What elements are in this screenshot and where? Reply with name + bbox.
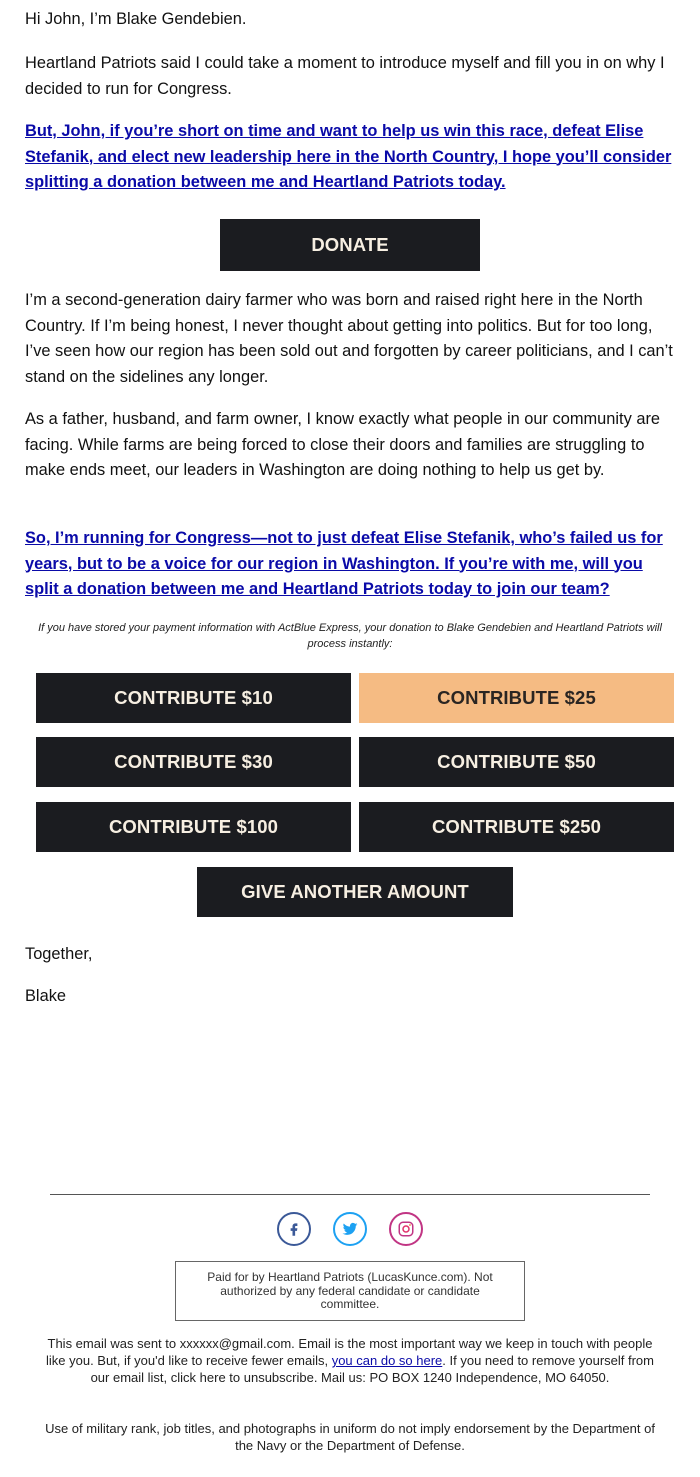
donate-button[interactable]: DONATE: [220, 219, 480, 271]
split-donation-link-2[interactable]: So, I’m running for Congress—not to just defeat Elise Stefanik, who’s failed us for years, but to be a voice for our region in Washington. If you’re with me, will you split a donation between me and Heartland Patriots today to join our team?: [25, 529, 663, 598]
farmer-paragraph: I’m a second-generation dairy farmer who was born and raised right here in the North Country. If I’m being honest, I never thought about getting into politics. But for too long, I’ve seen how our region has been sold out and forgotten by career politicians, and I can’t stand on the sidelines any longer.: [25, 291, 673, 386]
actblue-express-note: If you have stored your payment information with ActBlue Express, your donation to Blake Gendebien and Heartland Patriots will process instantly:: [38, 622, 662, 650]
twitter-icon[interactable]: [333, 1212, 367, 1246]
greeting: Hi John, I’m Blake Gendebien.: [25, 10, 247, 28]
recipient-email: xxxxxx@gmail.com: [179, 1336, 292, 1351]
military-disclaimer: Use of military rank, job titles, and photographs in uniform do not imply endorsement by the Department of the Navy or the Department of Defense.: [45, 1421, 655, 1453]
contribute-250-button[interactable]: CONTRIBUTE $250: [359, 802, 674, 852]
signoff: Together,: [25, 945, 93, 963]
signature: Blake: [25, 987, 67, 1005]
cta-paragraph-1: [25, 119, 675, 196]
contribute-50-button[interactable]: CONTRIBUTE $50: [359, 737, 674, 787]
contribute-30-button[interactable]: CONTRIBUTE $30: [36, 737, 351, 787]
instagram-icon[interactable]: [389, 1212, 423, 1246]
footer-divider: [50, 1194, 650, 1195]
cta-paragraph-2: [25, 526, 675, 603]
facebook-icon[interactable]: [277, 1212, 311, 1246]
give-another-amount-button[interactable]: GIVE ANOTHER AMOUNT: [197, 867, 513, 917]
fewer-emails-link[interactable]: you can do so here: [331, 1353, 443, 1368]
community-paragraph: As a father, husband, and farm owner, I know exactly what people in our community are facing. While farms are being forced to close their doors and families are struggling to make ends meet, our leaders in Washington are doing nothing to help us get by.: [25, 410, 661, 479]
footer-sent-notice: This email was sent to xxxxxx@gmail.com. Email is the most important way we keep in touch with people like you. But, if you'd like to receive fewer emails, you can do so here. If you need to remove yourself from our email list, click here to unsubscribe. Mail us: PO BOX 1240 Independence, MO 64050.: [45, 1336, 654, 1385]
contribute-10-button[interactable]: CONTRIBUTE $10: [36, 673, 351, 723]
contribute-25-button[interactable]: CONTRIBUTE $25: [359, 673, 674, 723]
split-donation-link-1[interactable]: But, John, if you’re short on time and want to help us win this race, defeat Elise Stefanik, and elect new leadership here in the North Country, I hope you’ll consider splitting a donation between me and Heartland Patriots today.: [25, 122, 672, 191]
intro-paragraph: Heartland Patriots said I could take a moment to introduce myself and fill you in on why I decided to run for Congress.: [25, 54, 665, 98]
contribute-100-button[interactable]: CONTRIBUTE $100: [36, 802, 351, 852]
paid-for-disclaimer: Paid for by Heartland Patriots (LucasKunce.com). Not authorized by any federal candidate or candidate committee.: [175, 1261, 525, 1321]
